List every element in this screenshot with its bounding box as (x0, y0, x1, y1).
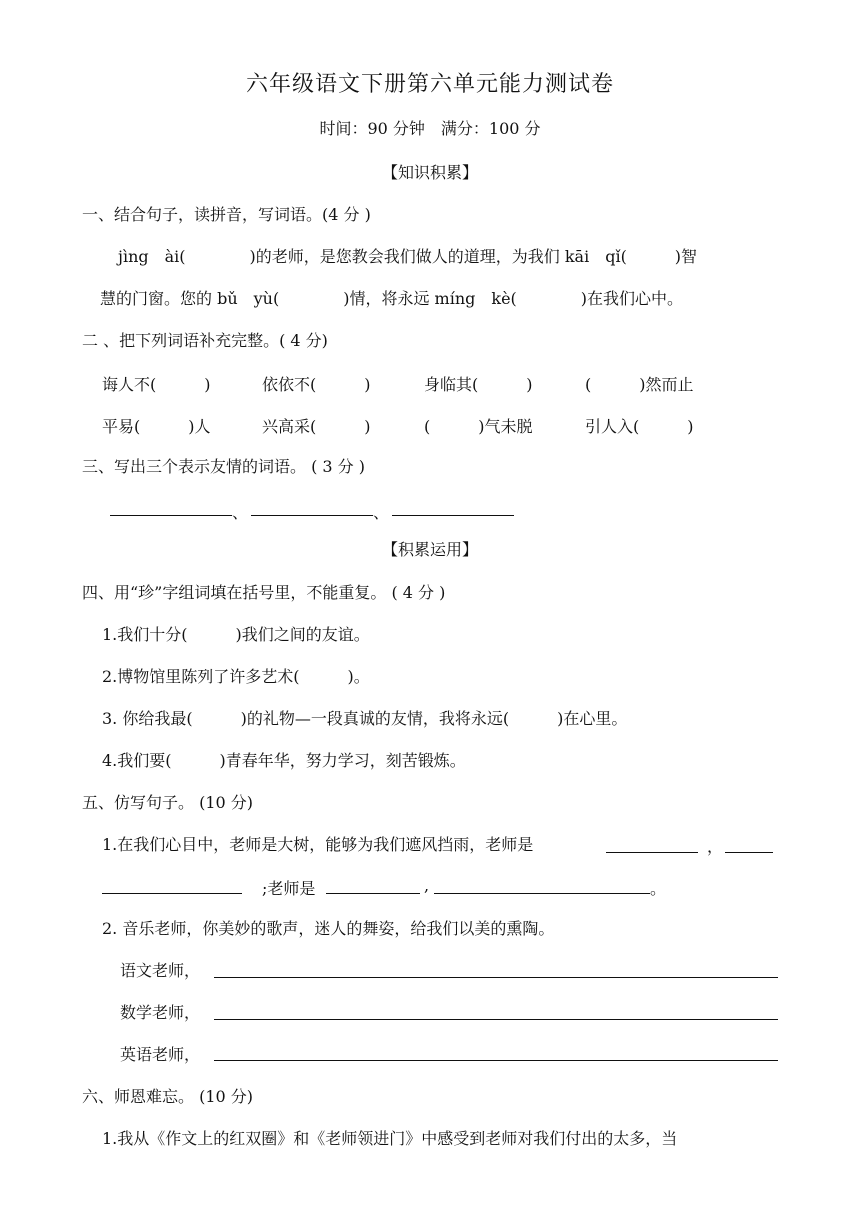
page-title: 六年级语文下册第六单元能力测试卷 (245, 72, 614, 97)
answer-blank[interactable] (326, 893, 420, 894)
word-item: 兴高采( ) (262, 417, 371, 436)
word-item: 诲人不( ) (102, 375, 211, 394)
prompt-english-teacher: 英语老师， (120, 1045, 201, 1064)
exam-info: 时间：90 分钟 满分：100 分 (319, 119, 541, 138)
question-1-heading: 一、结合句子，读拼音，写词语。(4 分 ) (82, 205, 371, 224)
answer-blank[interactable] (434, 893, 650, 894)
question-5-item-1: 1.在我们心目中，老师是大树，能够为我们遮风挡雨，老师是 (102, 835, 534, 854)
question-4-heading: 四、用“珍”字组词填在括号里，不能重复。 ( 4 分 ) (82, 583, 446, 602)
answer-blank[interactable] (392, 515, 514, 516)
word-item: ( )气未脱 (424, 417, 533, 436)
word-item: 依依不( ) (262, 375, 371, 394)
word-item: 身临其( ) (424, 375, 533, 394)
question-5-item-2: 2. 音乐老师，你美妙的歌声，迷人的舞姿，给我们以美的熏陶。 (102, 919, 555, 938)
question-1-line-2: 慧的门窗。您的 bǔ yù( )情，将永远 míng kè( )在我们心中。 (100, 289, 684, 308)
question-4-item: 2.博物馆里陈列了许多艺术( )。 (102, 667, 370, 686)
question-5-heading: 五、仿写句子。 (10 分) (82, 793, 254, 812)
question-4-item: 4.我们要( )青春年华，努力学习，刻苦锻炼。 (102, 751, 466, 770)
question-5-mid-text: ;老师是 (262, 879, 316, 898)
answer-line[interactable] (214, 1060, 778, 1061)
section-heading-knowledge: 【知识积累】 (381, 163, 478, 182)
prompt-chinese-teacher: 语文老师， (120, 961, 201, 980)
answer-blank[interactable] (110, 515, 232, 516)
answer-blank[interactable] (102, 893, 242, 894)
separator: 、 (232, 503, 249, 522)
word-item: ( )然而止 (585, 375, 694, 394)
question-1-line-1: jìng ài( )的老师，是您教会我们做人的道理，为我们 kāi qǐ( )智 (118, 247, 698, 266)
answer-blank[interactable] (725, 852, 773, 853)
comma: ， (707, 837, 724, 856)
period: 。 (650, 879, 667, 898)
answer-blank[interactable] (606, 852, 698, 853)
word-item: 平易( )人 (102, 417, 211, 436)
question-6-heading: 六、师恩难忘。 (10 分) (82, 1087, 254, 1106)
answer-line[interactable] (214, 1019, 778, 1020)
section-heading-application: 【积累运用】 (381, 540, 478, 559)
question-3-heading: 三、写出三个表示友情的词语。 ( 3 分 ) (82, 457, 366, 476)
answer-line[interactable] (214, 977, 778, 978)
question-4-item: 3. 你给我最( )的礼物—一段真诚的友情，我将永远( )在心里。 (102, 709, 628, 728)
question-2-heading: 二 、把下列词语补充完整。( 4 分) (82, 331, 328, 350)
prompt-math-teacher: 数学老师， (120, 1003, 201, 1022)
question-4-item: 1.我们十分( )我们之间的友谊。 (102, 625, 370, 644)
answer-blank[interactable] (251, 515, 373, 516)
word-item: 引人入( ) (585, 417, 694, 436)
question-6-item-1: 1.我从《作文上的红双圈》和《老师领进门》中感受到老师对我们付出的太多，当 (102, 1129, 678, 1148)
separator: 、 (373, 503, 390, 522)
comma: , (424, 876, 430, 895)
